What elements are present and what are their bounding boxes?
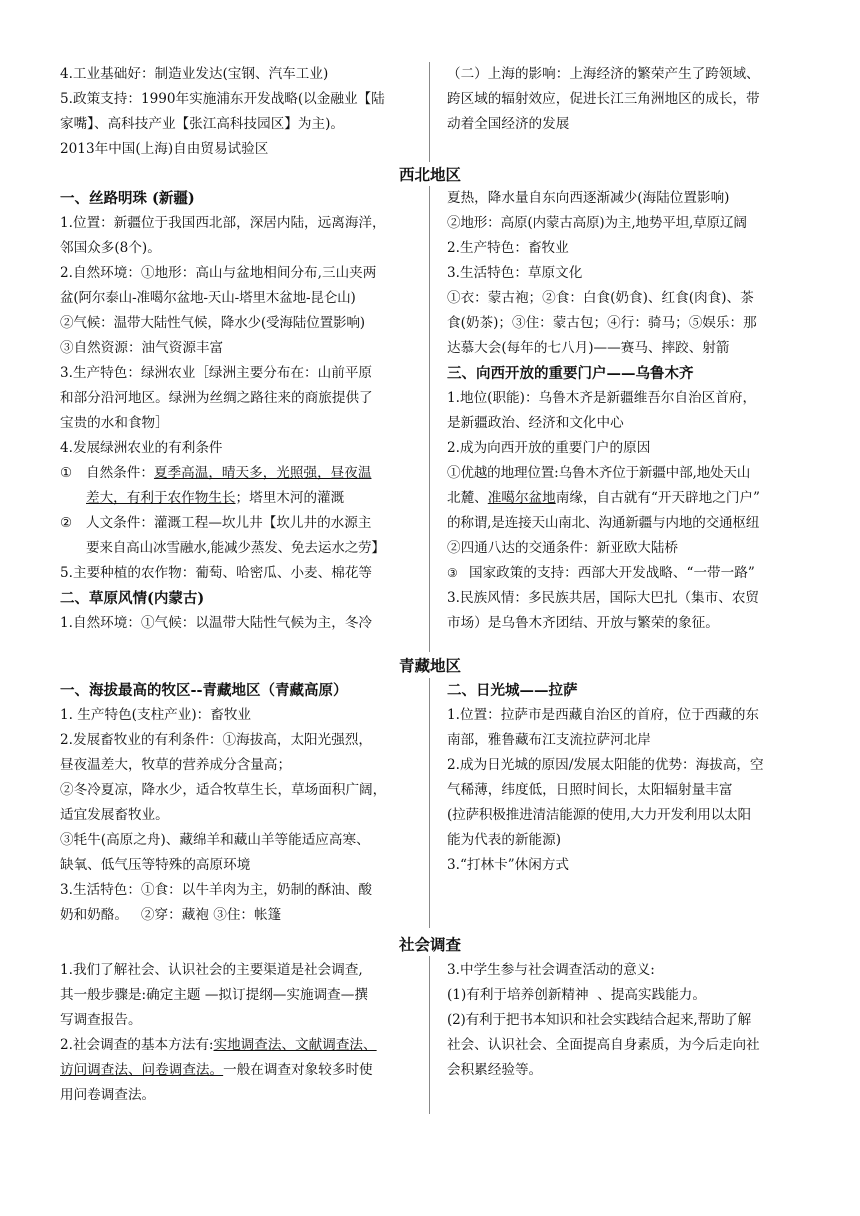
text-line: ③牦牛(高原之舟)、藏绵羊和藏山羊等能适应高寒、 xyxy=(60,832,370,848)
text-line: 4.发展绿洲农业的有利条件 xyxy=(60,440,223,456)
text-span: ；塔里木河的灌溉 xyxy=(235,490,345,506)
shanghai-right-column xyxy=(447,62,799,137)
shanghai-left-column xyxy=(60,62,415,162)
text-line: 5.政策支持：1990年实施浦东开发战略(以金融业【陆 xyxy=(60,91,385,107)
text-line: 会积累经验等。 xyxy=(447,1062,543,1078)
text-line: 奶和奶酪。 ②穿：藏袍 ③住：帐篷 xyxy=(60,907,282,923)
underlined-text: 访问调查法、问卷调查法。 xyxy=(60,1062,224,1078)
text-line: ①优越的地理位置:乌鲁木齐位于新疆中部,地处天山 xyxy=(447,465,751,481)
text-line: 3.生活特色：①食：以牛羊肉为主，奶制的酥油、酸 xyxy=(60,882,373,898)
text-line: 2.生产特色：畜牧业 xyxy=(447,240,569,256)
text-line: 动着全国经济的发展 xyxy=(447,116,570,132)
text-span: 北麓、 xyxy=(447,490,488,506)
text-line: (2)有利于把书本知识和社会实践结合起来,帮助了解 xyxy=(447,1012,752,1028)
text-span: 2.社会调查的基本方法有: xyxy=(60,1037,214,1053)
text-span: 人文条件：灌溉工程—坎儿井【坎儿井的水源主 xyxy=(86,515,372,531)
text-line: 跨区域的辐射效应，促进长江三角洲地区的成长，带 xyxy=(447,91,760,107)
section-title-survey: 社会调查 xyxy=(398,935,461,954)
survey-right-column xyxy=(447,958,799,1083)
heading-lhasa: 二、日光城——拉萨 xyxy=(447,682,578,699)
text-line: 适宜发展畜牧业。 xyxy=(60,807,169,823)
list-item xyxy=(60,511,415,536)
text-line: 气稀薄，纬度低，日照时间长，太阳辐射量丰富 xyxy=(447,782,733,798)
list-number: ③ xyxy=(447,566,458,580)
column-divider-survey xyxy=(429,956,430,1114)
qingzang-right-column xyxy=(447,678,799,878)
text-line: 能为代表的新能源) xyxy=(447,832,562,848)
section-title-qingzang: 青藏地区 xyxy=(398,656,461,675)
text-line: 2013年中国(上海)自由贸易试验区 xyxy=(60,141,269,157)
text-line: ②气候：温带大陆性气候，降水少(受海陆位置影响) xyxy=(60,315,365,331)
list-item xyxy=(447,561,799,586)
text-line: 2.自然环境：①地形：高山与盆地相间分布,三山夹两 xyxy=(60,265,377,281)
column-divider-northwest xyxy=(429,186,430,652)
text-line: 南部，雅鲁藏布江支流拉萨河北岸 xyxy=(447,732,651,748)
text-line: 3.生产特色：绿洲农业［绿洲主要分布在：山前平原 xyxy=(60,365,373,381)
underlined-text: 实地调查法、文献调查法、 xyxy=(213,1037,377,1053)
list-item xyxy=(60,461,415,486)
text-line: ③自然资源：油气资源丰富 xyxy=(60,340,224,356)
text-line: 2.成为日光城的原因/发展太阳能的优势：海拔高，空 xyxy=(447,757,764,773)
text-line: 夏热，降水量自东向西逐渐减少(海陆位置影响) xyxy=(447,190,730,206)
text-line: 缺氧、低气压等特殊的高原环境 xyxy=(60,857,251,873)
northwest-left-column xyxy=(60,186,415,636)
heading-neimenggu: 二、草原风情(内蒙古) xyxy=(60,590,205,607)
text-line: 写调查报告。 xyxy=(60,1012,142,1028)
text-span: 国家政策的支持：西部大开发战略、“一带一路” xyxy=(469,565,755,581)
text-line xyxy=(447,486,799,511)
text-line: 市场）是乌鲁木齐团结、开放与繁荣的象征。 xyxy=(447,615,719,631)
underlined-text: 差大，有利于农作物生长 xyxy=(86,490,236,506)
text-line: 用问卷调查法。 xyxy=(60,1087,156,1103)
text-line: 其一般步骤是:确定主题 —拟订提纲—实施调查—撰 xyxy=(60,987,368,1003)
heading-urumqi: 三、向西开放的重要门户——乌鲁木齐 xyxy=(447,365,694,382)
text-line xyxy=(60,1058,415,1083)
text-line: 和部分沿河地区。绿洲为丝绸之路往来的商旅提供了 xyxy=(60,390,373,406)
text-line: 昼夜温差大，牧草的营养成分含量高； xyxy=(60,757,292,773)
section-title-northwest: 西北地区 xyxy=(398,165,461,184)
text-line: (拉萨积极推进清洁能源的使用,大力开发利用以太阳 xyxy=(447,807,751,823)
text-line: 家嘴】、高科技产业【张江高科技园区】为主)。 xyxy=(60,116,344,132)
text-line: 食(奶茶)；③住：蒙古包；④行：骑马；⑤娱乐：那 xyxy=(447,315,757,331)
text-line: ②地形：高原(内蒙古高原)为主,地势平坦,草原辽阔 xyxy=(447,215,747,231)
heading-qingzang-pasture: 一、海拔最高的牧区--青藏地区（青藏高原） xyxy=(60,682,348,699)
text-line: 3.生活特色：草原文化 xyxy=(447,265,583,281)
list-item-continued: 要来自高山冰雪融水,能减少蒸发、免去运水之劳】 xyxy=(86,540,385,556)
underlined-text: 夏季高温，晴天多，光照强，昼夜温 xyxy=(153,465,372,481)
text-line: ①衣：蒙古袍；②食：白食(奶食)、红食(肉食)、茶 xyxy=(447,290,754,306)
text-line xyxy=(60,1033,415,1058)
text-line: 1.位置：新疆位于我国西北部，深居内陆，远离海洋， xyxy=(60,215,386,231)
text-line: 2.发展畜牧业的有利条件：①海拔高，太阳光强烈， xyxy=(60,732,373,748)
text-line: （二）上海的影响：上海经济的繁荣产生了跨领域、 xyxy=(447,66,760,82)
text-span: 南缘，自古就有“开天辟地之门户” xyxy=(555,490,760,506)
heading-xinjiang: 一、丝路明珠 (新疆) xyxy=(60,190,195,207)
text-line: 1. 生产特色(支柱产业)：畜牧业 xyxy=(60,707,252,723)
text-line: 1.地位(职能)：乌鲁木齐是新疆维吾尔自治区首府， xyxy=(447,390,757,406)
column-divider-qingzang xyxy=(429,678,430,928)
survey-left-column xyxy=(60,958,415,1108)
text-span: 一般在调查对象较多时使 xyxy=(223,1062,373,1078)
text-line: 2.成为向西开放的重要门户的原因 xyxy=(447,440,651,456)
list-number: ① xyxy=(60,465,73,481)
text-line: 的称谓,是连接天山南北、沟通新疆与内地的交通枢纽 xyxy=(447,515,760,531)
text-span: 自然条件： xyxy=(86,465,154,481)
text-line: 3.民族风情：多民族共居，国际大巴扎（集市、农贸 xyxy=(447,590,760,606)
text-line: ②冬冷夏凉，降水少，适合牧草生长，草场面积广阔， xyxy=(60,782,387,798)
text-line: 4.工业基础好：制造业发达(宝钢、汽车工业) xyxy=(60,66,329,82)
list-item-continued xyxy=(60,486,415,511)
text-line: 社会、认识社会、全面提高自身素质，为今后走向社 xyxy=(447,1037,760,1053)
column-divider-top xyxy=(429,62,430,162)
text-line: 5.主要种植的农作物：葡萄、哈密瓜、小麦、棉花等 xyxy=(60,565,373,581)
text-line: 宝贵的水和食物］ xyxy=(60,415,169,431)
text-line: 1.我们了解社会、认识社会的主要渠道是社会调查, xyxy=(60,962,363,978)
text-line: (1)有利于培养创新精神 、提高实践能力。 xyxy=(447,987,706,1003)
underlined-text: 准噶尔盆地 xyxy=(487,490,556,506)
text-line: 1.自然环境：①气候：以温带大陆性气候为主，冬冷 xyxy=(60,615,373,631)
text-line: 是新疆政治、经济和文化中心 xyxy=(447,415,624,431)
text-line: ②四通八达的交通条件：新亚欧大陆桥 xyxy=(447,540,679,556)
text-line: 1.位置：拉萨市是西藏自治区的首府，位于西藏的东 xyxy=(447,707,760,723)
text-line: 邻国众多(8个)。 xyxy=(60,240,161,256)
list-number: ② xyxy=(60,515,73,531)
text-line: 3.中学生参与社会调查活动的意义: xyxy=(447,962,655,978)
text-line: 3.“打林卡”休闲方式 xyxy=(447,857,570,873)
text-line: 达慕大会(每年的七八月)——赛马、摔跤、射箭 xyxy=(447,340,730,356)
qingzang-left-column xyxy=(60,678,415,928)
northwest-right-column xyxy=(447,186,799,636)
text-line: 盆(阿尔泰山-准噶尔盆地-天山-塔里木盆地-昆仑山) xyxy=(60,290,356,306)
